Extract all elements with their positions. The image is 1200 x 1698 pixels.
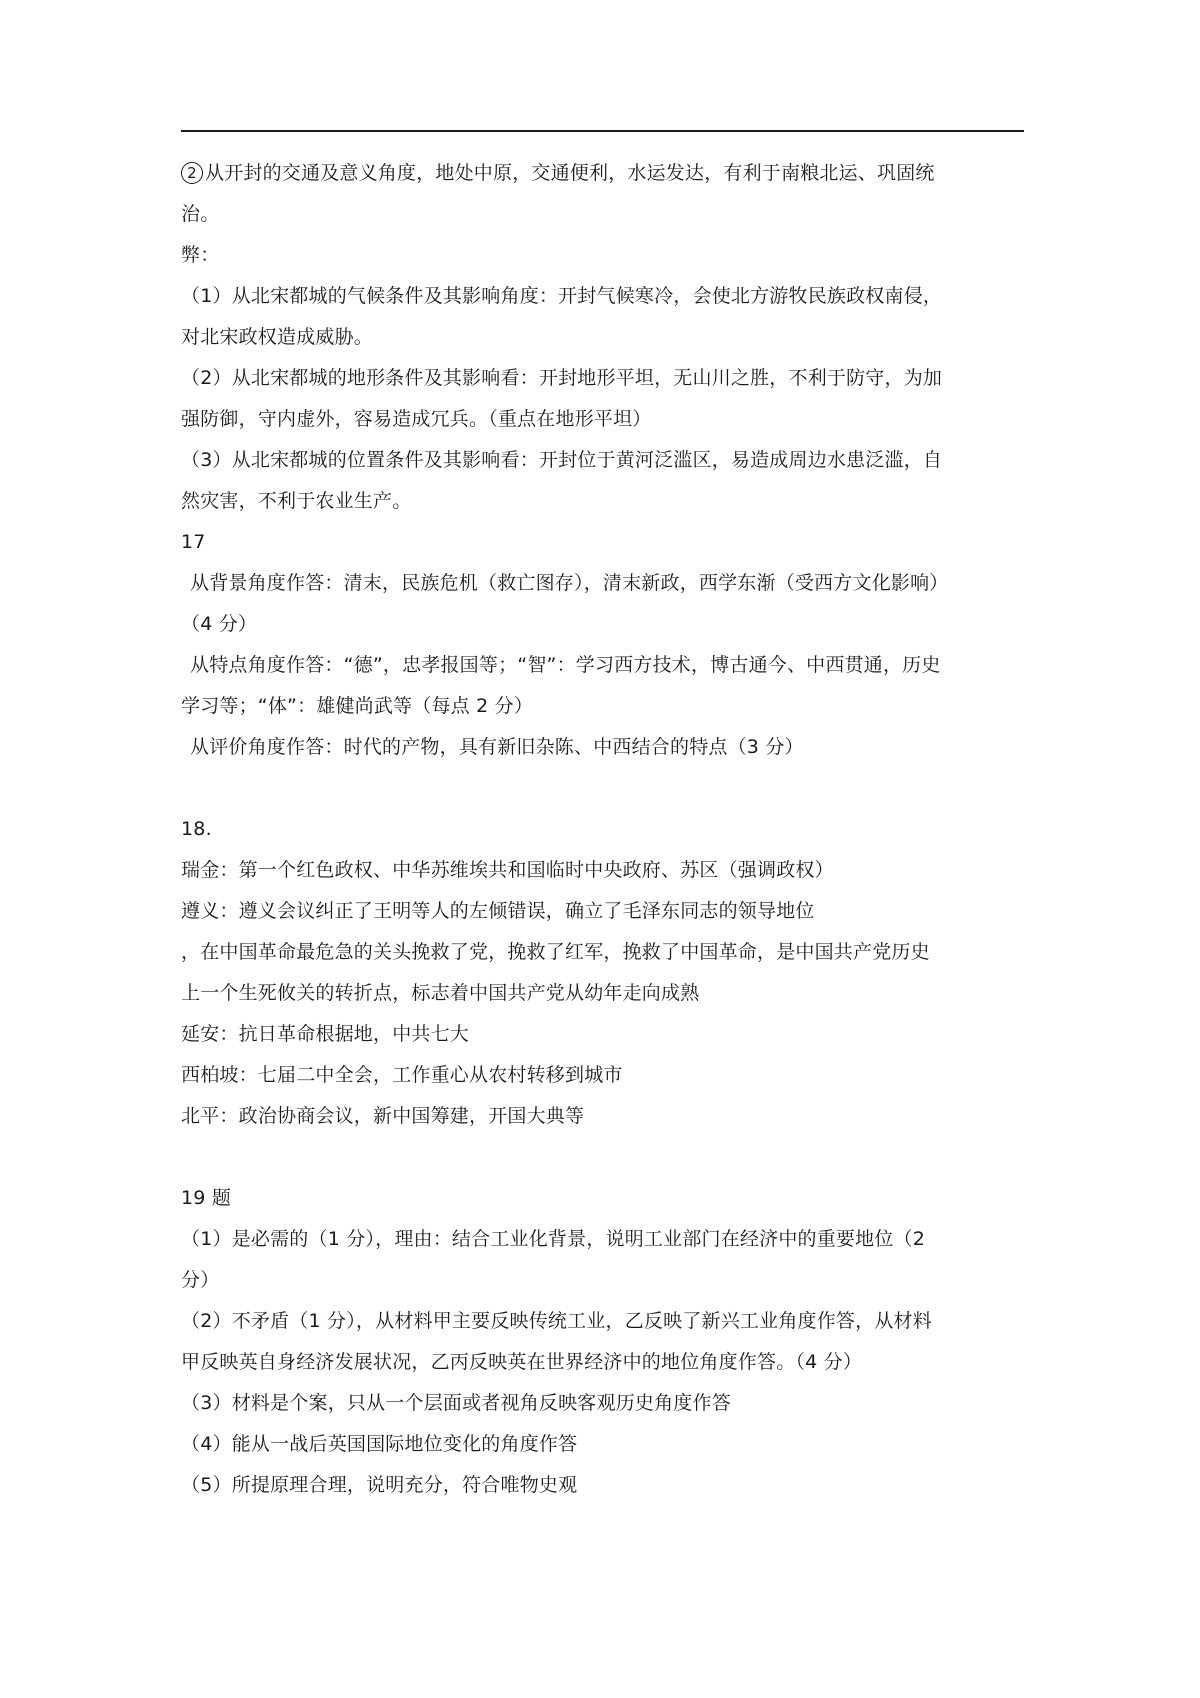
disadvantage-line: 强防御，守内虚外，容易造成冗兵。（重点在地形平坦） [181, 408, 652, 430]
question-17-line: 从特点角度作答：“德”，忠孝报国等；“智”：学习西方技术，博古通今、中西贯通，历史 [190, 654, 941, 676]
circled-number-2: 2 [181, 162, 203, 184]
question-17-line: 从评价角度作答：时代的产物，具有新旧杂陈、中西结合的特点（3 分） [190, 736, 804, 758]
question-18-line: 遵义：遵义会议纠正了王明等人的左倾错误，确立了毛泽东同志的领导地位 [181, 900, 815, 922]
question-18-line: 瑞金：第一个红色政权、中华苏维埃共和国临时中央政府、苏区（强调政权） [181, 859, 834, 881]
question-17-line: 学习等；“体”：雄健尚武等（每点 2 分） [181, 695, 534, 717]
answer-content [181, 153, 1024, 1506]
disadvantage-line: 然灾害，不利于农业生产。 [181, 490, 412, 512]
question-18-number: 18. [181, 818, 212, 840]
question-19-line: （5）所提原理合理，说明充分，符合唯物史观 [181, 1474, 578, 1496]
spacer [181, 768, 1024, 809]
question-18-line: 北平：政治协商会议，新中国筹建，开国大典等 [181, 1105, 585, 1127]
question-18-line: ，在中国革命最危急的关头挽救了党，挽救了红军，挽救了中国革命，是中国共产党历史 [181, 941, 930, 963]
question-19-number: 19 题 [181, 1187, 232, 1209]
question-18-line: 上一个生死攸关的转折点，标志着中国共产党从幼年走向成熟 [181, 982, 700, 1004]
item-2-text-1: 从开封的交通及意义角度，地处中原，交通便利，水运发达，有利于南粮北运、巩固统 [205, 162, 935, 184]
disadvantage-line: （1）从北宋都城的气候条件及其影响角度：开封气候寒冷，会使北方游牧民族政权南侵， [181, 285, 943, 307]
item-2-line-1 [181, 153, 1024, 194]
question-19-line: 甲反映英自身经济发展状况，乙丙反映英在世界经济中的地位角度作答。（4 分） [181, 1351, 863, 1373]
question-17-line: （4 分） [181, 613, 258, 635]
question-19-line: （3）材料是个案，只从一个层面或者视角反映客观历史角度作答 [181, 1392, 731, 1414]
header-rule [181, 130, 1024, 132]
question-19-line: （1）是必需的（1 分），理由：结合工业化背景，说明工业部门在经济中的重要地位（2 [181, 1228, 926, 1250]
spacer [181, 1137, 1024, 1178]
question-19-line: （4）能从一战后英国国际地位变化的角度作答 [181, 1433, 578, 1455]
item-2-line-2: 治。 [181, 203, 220, 225]
disadvantages-heading: 弊： [181, 244, 220, 266]
question-19-line: 分） [181, 1269, 220, 1291]
question-17-line: 从背景角度作答：清末，民族危机（救亡图存），清末新政，西学东渐（受西方文化影响） [190, 572, 949, 594]
question-18-line: 西柏坡：七届二中全会，工作重心从农村转移到城市 [181, 1064, 623, 1086]
disadvantage-line: 对北宋政权造成威胁。 [181, 326, 374, 348]
question-18-line: 延安：抗日革命根据地，中共七大 [181, 1023, 470, 1045]
disadvantage-line: （3）从北宋都城的位置条件及其影响看：开封位于黄河泛滥区，易造成周边水患泛滥，自 [181, 449, 943, 471]
question-19-line: （2）不矛盾（1 分），从材料甲主要反映传统工业，乙反映了新兴工业角度作答，从材料 [181, 1310, 932, 1332]
question-17-number: 17 [181, 531, 206, 553]
disadvantage-line: （2）从北宋都城的地形条件及其影响看：开封地形平坦，无山川之胜，不利于防守，为加 [181, 367, 943, 389]
